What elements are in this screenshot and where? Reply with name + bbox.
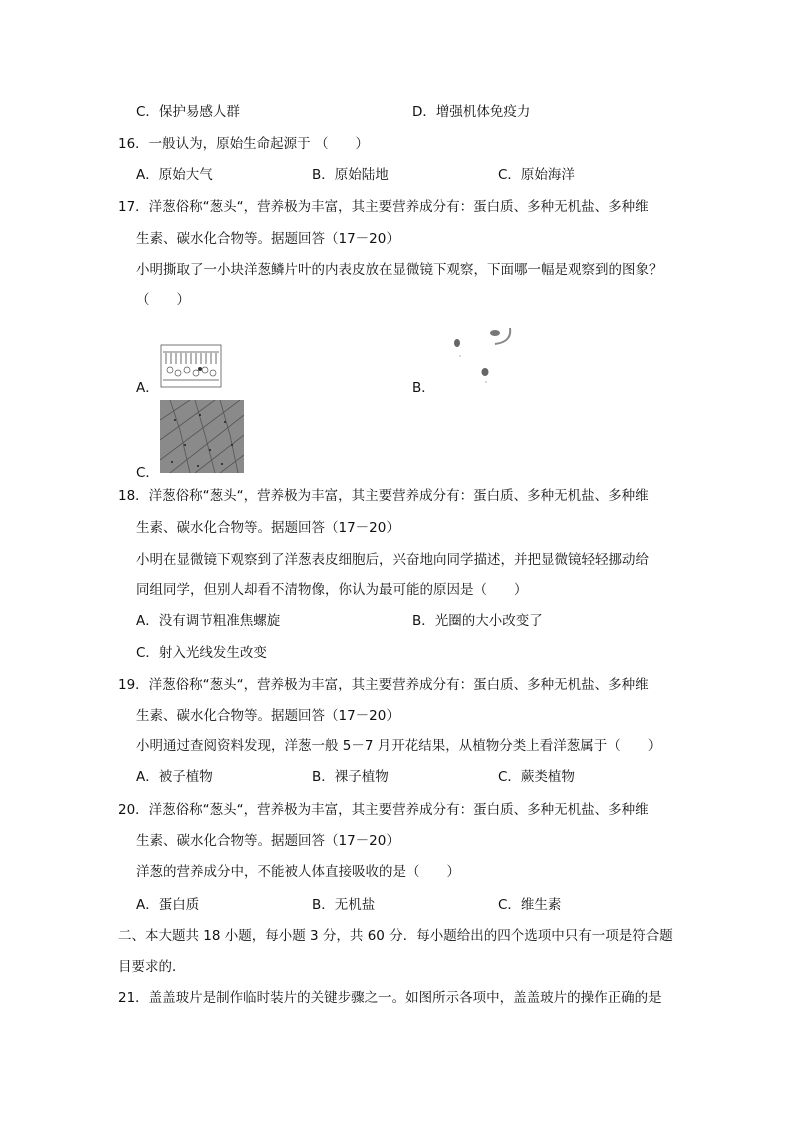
- q17-stem: （ ）: [136, 292, 190, 308]
- section-heading: 目要求的．: [118, 959, 186, 975]
- q19-option-a: A．被子植物: [136, 769, 213, 785]
- onion-epidermis-image: [160, 400, 244, 473]
- q18-stem: 18．洋葱俗称“葱头“，营养极为丰富，其主要营养成分有：蛋白质、多种无机盐、多种维: [118, 488, 649, 504]
- q20-stem: 生素、碳水化合物等。据题回答（17－20）: [136, 833, 400, 849]
- q17-option-a: A．: [136, 380, 159, 396]
- q19-stem: 生素、碳水化合物等。据题回答（17－20）: [136, 708, 400, 724]
- section-heading: 二、本大题共 18 小题，每小题 3 分，共 60 分．每小题给出的四个选项中只有一项是符合题: [118, 928, 673, 944]
- scattered-cells-image: [448, 326, 518, 388]
- q16-option-b: B．原始陆地: [312, 167, 389, 183]
- q18-stem: 小明在显微镜下观察到了洋葱表皮细胞后，兴奋地向同学描述，并把显微镜轻轻挪动给: [136, 552, 649, 568]
- q20-option-a: A．蛋白质: [136, 897, 200, 913]
- q19-stem: 19．洋葱俗称“葱头“，营养极为丰富，其主要营养成分有：蛋白质、多种无机盐、多种维: [118, 677, 649, 693]
- q17-option-b: B．: [412, 380, 435, 396]
- q17-stem: 小明撕取了一小块洋葱鳞片叶的内表皮放在显微镜下观察，下面哪一幅是观察到的图象？: [136, 262, 663, 278]
- q17-stem: 17．洋葱俗称“葱头“，营养极为丰富，其主要营养成分有：蛋白质、多种无机盐、多种维: [118, 199, 649, 215]
- q17-stem: 生素、碳水化合物等。据题回答（17－20）: [136, 231, 400, 247]
- leaf-cross-section-image: [160, 344, 222, 388]
- q19-option-c: C．蕨类植物: [498, 769, 575, 785]
- q16-option-c: C．原始海洋: [498, 167, 575, 183]
- q19-stem: 小明通过查阅资料发现，洋葱一般 5－7 月开花结果，从植物分类上看洋葱属于（ ）: [136, 738, 662, 754]
- q18-option-b: B．光圈的大小改变了: [412, 613, 543, 629]
- q19-option-b: B．裸子植物: [312, 769, 389, 785]
- q20-stem: 20．洋葱俗称“葱头“，营养极为丰富，其主要营养成分有：蛋白质、多种无机盐、多种维: [118, 802, 649, 818]
- q18-option-c: C．射入光线发生改变: [136, 645, 267, 661]
- q20-option-c: C．维生素: [498, 897, 562, 913]
- q18-stem: 生素、碳水化合物等。据题回答（17－20）: [136, 520, 400, 536]
- q16-option-a: A．原始大气: [136, 167, 213, 183]
- q15-option-d: D．增强机体免疫力: [412, 104, 531, 120]
- q16-stem: 16．一般认为，原始生命起源于 （ ）: [118, 136, 369, 152]
- q20-option-b: B．无机盐: [312, 897, 376, 913]
- q21-stem: 21．盖盖玻片是制作临时装片的关键步骤之一。如图所示各项中，盖盖玻片的操作正确的是: [118, 990, 662, 1006]
- q17-option-c: C．: [136, 465, 159, 481]
- q15-option-c: C．保护易感人群: [136, 104, 240, 120]
- q18-option-a: A．没有调节粗准焦螺旋: [136, 613, 281, 629]
- q20-stem: 洋葱的营养成分中，不能被人体直接吸收的是（ ）: [136, 864, 460, 880]
- q18-stem: 同组同学，但别人却看不清物像，你认为最可能的原因是（ ）: [136, 582, 528, 598]
